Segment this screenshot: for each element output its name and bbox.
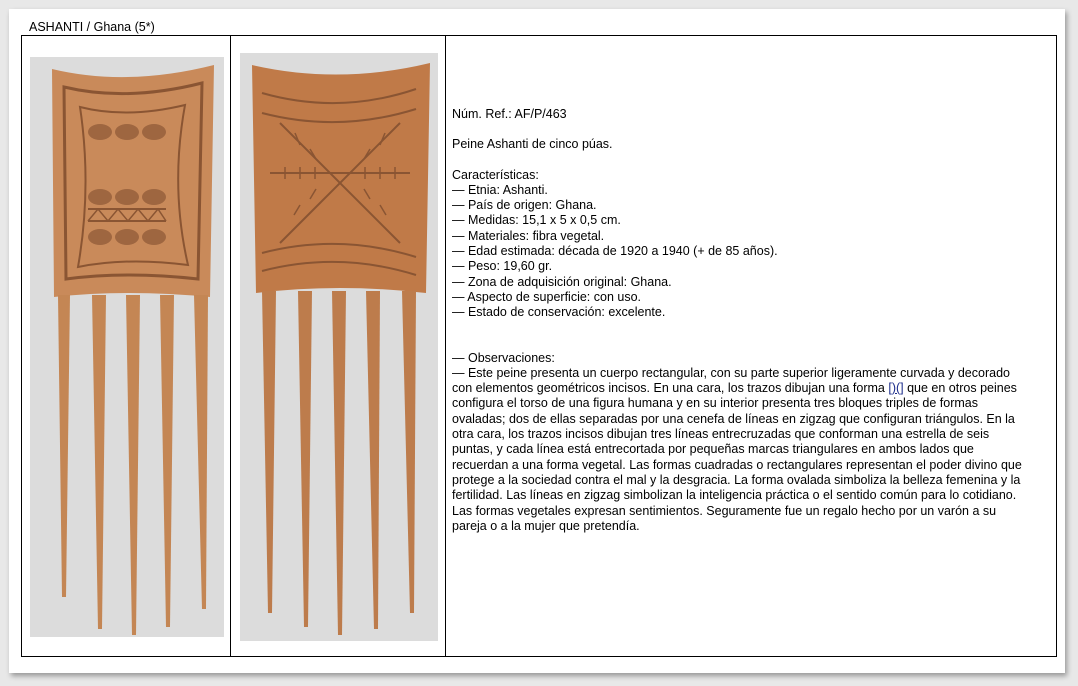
list-item: — Medidas: 15,1 x 5 x 0,5 cm.: [452, 213, 621, 228]
characteristics-list: [452, 183, 1032, 321]
observations-part: que en otros peines configura el torso de una figura humana y en su interior presenta tres bloques triples de formas ovaladas; dos de ellas separadas por una cenefa de líneas en zigzag que configuran triángulos. En la otra cara, los trazos incisos dibujan tres líneas entrecruzadas que conforman una estrella de seis puntas, y cada línea está entrecortada por pequeñas marcas triangulares en ambos lados que recuerdan a una forma vegetal. Las formas cuadradas o rectangulares representan el poder divino que protege a la sociedad contra el mal y la desgracia. La forma ovalada simboliza la belleza femenina y la fertilidad. Las líneas en zigzag simbolizan la inteligencia práctica o el sentido común para lo cotidiano. Las formas vegetales expresan sentimientos. Seguramente fue un regalo hecho por un varón a su pareja o a la mujer que pretendía.: [452, 381, 1022, 533]
shape-mark: [)(]: [888, 381, 904, 396]
characteristics-title: Características:: [452, 167, 539, 182]
list-item: — País de origen: Ghana.: [452, 198, 597, 213]
column-divider: [230, 36, 231, 656]
column-divider: [445, 36, 446, 656]
observations-part: — Este peine presenta un cuerpo rectangular, con su parte superior ligeramente curvada y decorado con elementos geométricos incisos. En una cara, los trazos dibujan una forma: [452, 365, 1010, 396]
observations-text: [452, 366, 1032, 534]
comb-photo-front: [30, 57, 224, 637]
list-item: — Etnia: Ashanti.: [452, 182, 548, 197]
list-item: — Materiales: fibra vegetal.: [452, 228, 605, 243]
observations-title: — Observaciones:: [452, 350, 555, 365]
object-description: [452, 107, 1032, 534]
list-item: — Aspecto de superficie: con uso.: [452, 289, 641, 304]
list-item: — Peso: 19,60 gr.: [452, 259, 553, 274]
comb-front-image: [30, 57, 224, 637]
list-item: — Zona de adquisición original: Ghana.: [452, 274, 672, 289]
page-title: ASHANTI / Ghana (5*): [29, 20, 155, 34]
comb-back-image: [240, 53, 438, 641]
list-item: — Estado de conservación: excelente.: [452, 305, 666, 320]
object-summary: Peine Ashanti de cinco púas.: [452, 137, 613, 152]
comb-photo-back: [240, 53, 438, 641]
list-item: — Edad estimada: década de 1920 a 1940 (+ de 85 años).: [452, 244, 778, 259]
document-page: [9, 9, 1065, 673]
reference-number: Núm. Ref.: AF/P/463: [452, 107, 567, 121]
